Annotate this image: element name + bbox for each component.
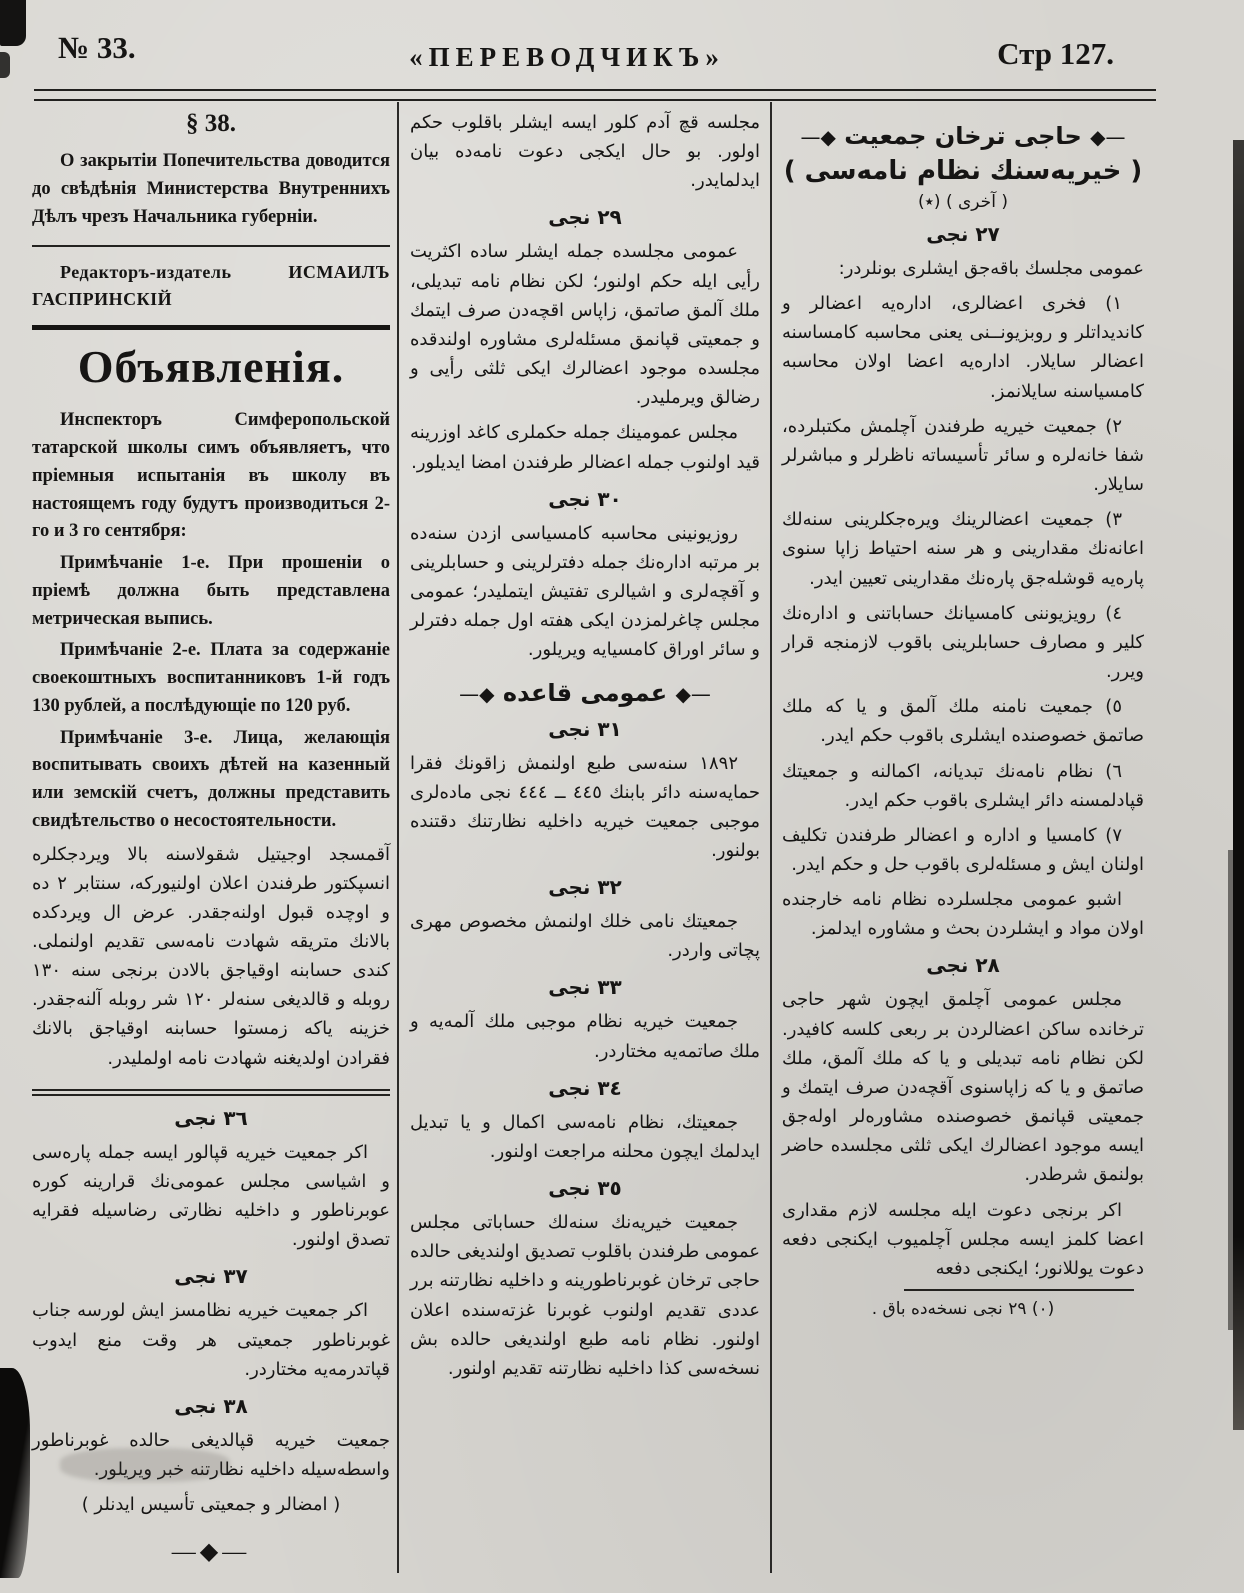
article-32-heading: ٣٢ نجى: [548, 875, 622, 900]
announcement-note-3: Примѣчаніе 3-е. Лица, желающія воспитывать своихъ дѣтей на казенный или земскій счетъ, должны представить свидѣтельство о несостоятельности.: [32, 727, 390, 831]
article-27-item: ٣) جمعيت اعضالرينك ويره‌جكلرينى سنه‌لك اعانه‌نك مقدارينى و هر سنه احتياط زاپا سنوى پاره‌يه قوشله‌جق پاره‌نك مقدارينى تعيين ايدر.: [782, 509, 1144, 589]
article-35-paragraph: جمعيت خيريه‌نك سنه‌لك حساباتى مجلس عمومى طرفندن باقلوب تصديق اولنديغى حالده حاجى ترخان غوبرناطورينه و داخليه نظارتنه برر عددى تقديم اولنوب غوبرنا غزته‌سنده اعلان اولنور. نظام نامه طبع اولنديغى حالده بش نسخه‌سى كذا داخليه نظارتنه تقديم اولنور.: [410, 1212, 760, 1379]
general-rules-heading-text: عمومى قاعده: [502, 678, 668, 707]
article-34-paragraph: جمعيتك، نظام نامه‌سى اكمال و يا تبديل ايدلمك ايچون محلنه مراجعت اولنور.: [410, 1111, 760, 1162]
article-30-heading: ٣٠ نجى: [548, 486, 622, 511]
left-column: [32, 108, 390, 1566]
article-37-paragraph: اكر جمعيت خيريه نظامسز ايش لورسه جناب غوبرناطور جمعيتى هر وقت منع ايدوب قپاتدرمه‌يه مختاردر.: [32, 1300, 390, 1380]
flourish-right-icon: ◆—: [459, 681, 495, 706]
article-29-heading: ٢٩ نجى: [548, 205, 622, 230]
masthead-title: «ПЕРЕВОДЧИКЪ»: [409, 42, 725, 72]
article-30-paragraph: روزيونينى محاسبه كامسياسى ازدن سنه‌ده بر مرتبه اداره‌نك جمله دفترلرينى و حسابلرينى و آقچه‌لرى و اشيالرى تفتيش ايتمليدر؛ عمومى مجلس چاغرلمزدن ايكى هفته اول جمله دفترلر و سائر اوراق كامسيايه ويريلور.: [410, 522, 760, 661]
article-27-item: ٢) جمعيت خيريه طرفندن آچلمش مكتبلرده، شفا خانه‌لره و سائر تأسيساته ناظرلر و مباشرلر سايلار.: [782, 415, 1144, 496]
charter-subnote: ( آخرى ) (٭): [918, 192, 1008, 212]
announcement-note-1: Примѣчаніе 1-е. При прошеніи о пріемѣ должна быть представлена метрическая выпись.: [32, 553, 390, 629]
column-divider-left: [397, 102, 399, 1573]
article-29-paragraph-2: مجلس عمومينك جمله حكملرى كاغد اوزرينه قيد اولنوب جمله اعضالر طرفندن امضا ايديلور.: [410, 422, 760, 473]
article-27-item: ٤) رويزيوننى كامسيانك حساباتنى و اداره‌نك كلير و مصارف حسابلرينى باقوب لازمنجه قرار ويرر.: [782, 602, 1144, 683]
rule-below-editor: [32, 325, 390, 330]
announcement-note-2: Примѣчаніе 2-е. Плата за содержаніе своекоштныхъ воспитанниковъ 1-й годъ 130 рублей, а послѣдующіе по 120 руб.: [32, 640, 390, 716]
article-27-closing-paragraph: اشبو عمومى مجلسلرده نظام نامه خارجنده اولان مواد و ايشلردن بحث و مشاوره ايدلمز.: [782, 889, 1144, 940]
announcements-heading: Объявленія.: [77, 341, 345, 393]
end-divider-ornament: —◆—: [171, 1539, 251, 1566]
article-27-intro: عمومى مجلسك باقه‌جق ايشلرى بونلردر:: [838, 258, 1144, 279]
article-32-paragraph: جمعيتك نامى خلك اولنمش مخصوص مهرى پچاتى واردر.: [410, 911, 760, 962]
society-title-heading: [782, 122, 1144, 150]
double-rule-left-column: [32, 1089, 390, 1096]
founders-signature-line: ( امضالر و جمعيتى تأسيس ايدنلر ): [81, 1494, 341, 1516]
article-36-paragraph: اكر جمعيت خيريه قپالور ايسه جمله پاره‌سى و اشياسى مجلس عمومى‌نك قرارينه كوره عوبرناطور و داخليه نظارتى رضاسيله فقرايه تصدق اولنور.: [32, 1141, 390, 1251]
article-28-paragraph-2: اكر برنجى دعوت ايله مجلسه لازم مقدارى اعضا كلمز ايسه مجلس آچلميوب ايكنجى دفعه دعوت يوللانور؛ ايكنجى دفعه: [782, 1199, 1144, 1279]
scan-artifact-right-edge: [1233, 140, 1244, 1430]
header-rule-bottom: [34, 99, 1156, 101]
footnote-rule: [904, 1289, 1134, 1291]
article-33-heading: ٣٣ نجى: [548, 975, 622, 1000]
article-34-heading: ٣٤ نجى: [548, 1075, 622, 1100]
editor-publisher-line: Редакторъ-издатель ИСМАИЛЪ ГАСПРИНСКІЙ: [32, 262, 390, 310]
scan-artifact-top-left: [0, 0, 26, 46]
scan-artifact-right-edge-inner: [1228, 850, 1233, 1330]
article-33-paragraph: جمعيت خيريه نظام موجبى ملك آلمه‌يه و ملك صاتمه‌يه مختاردر.: [410, 1011, 760, 1062]
announcement-arabic-paragraph: آقمسجد اوجيتيل شقولاسنه بالا ويردجكلره انسپكتور طرفندن اعلان اولنيوركه، سنتابر ٢ ده و اوچده قبول اولنه‌جقدر. عرض ال ويردكده بالانك متريقه شهادت نامه‌سى تقديم اولنملى. كندى حسابنه اوقياجق بالادن برنجى سنه ١٣٠ روبله و قالديغى سنه‌لر ١٢٠ شر روبله آلنه‌جقدر. خزينه ياكه زمستوا حسابنه اوقياجق بالانك فقرادن اولديغنه شهادت نامه اولمليدر.: [32, 843, 390, 1069]
article-27-heading: ٢٧ نجى: [926, 222, 1000, 246]
article-27-item: ٥) جمعيت نامنه ملك آلمق و يا كه ملك صاتمق خصوصنده ايشلرى باقوب حكم ايدر.: [782, 696, 1144, 747]
column-divider-right: [770, 102, 772, 1573]
flourish-left-icon: —◆: [675, 681, 711, 706]
section-38-heading: § 38.: [186, 110, 236, 137]
article-28-paragraph-1: مجلس عمومى آچلمق ايچون شهر حاجى ترخانده ساكن اعضالردن بر ربعى كلسه كافيدر. لكن نظام نامه تبديلى و يا كه ملك آلمق، ملك صاتمق و يا كه زاپاسنوى آقچه‌دن صرف ايتمك و جمعيتى قپانمق خصوصنده مشاوره‌لر اوله‌جق ايسه موجود اعضالرك ايكى ثلثى مجلسده حاضر بولنمق شرطدر.: [782, 989, 1144, 1186]
article-37-heading: ٣٧ نجى: [174, 1264, 248, 1289]
page-number: Стр 127.: [997, 36, 1114, 71]
issue-number: № 33.: [58, 30, 136, 65]
middle-column: [410, 108, 760, 1389]
section-38-paragraph: О закрытіи Попечительства доводится до свѣдѣнія Министерства Внутреннихъ Дѣлъ чрезъ Начальника губерніи.: [32, 151, 390, 227]
header-rule-top: [34, 89, 1156, 91]
article-31-paragraph: ١٨٩٢ سنه‌سى طبع اولنمش زاقونك فقرا حمايه‌سنه دائر بابنك ٤٤٥ ــ ٤٤٤ نجى ماده‌لرى موجبى جمعيت خيريه داخليه نظارتنك دقتنده بولنور.: [410, 752, 760, 861]
rule-above-editor: [32, 245, 390, 247]
article-28-heading: ٢٨ نجى: [926, 953, 1000, 978]
article-36-heading: ٣٦ نجى: [174, 1105, 248, 1130]
article-27-item: ٦) نظام نامه‌نك تبديانه، اكمالنه و جمعيتك قپادلمسنه دائر ايشلرى باقوب حكم ايدر.: [782, 760, 1144, 811]
scan-artifact-left-edge: [0, 52, 10, 78]
announcement-paragraph: Инспекторъ Симферопольской татарской школы симъ объявляетъ, что пріемныя испытанія въ школу въ настоящемъ году будутъ производиться 2-го и 3 го сентября:: [32, 410, 390, 542]
show-through-smudge: [60, 1448, 230, 1482]
general-rules-heading: [410, 679, 760, 707]
scan-artifact-bottom-left: [0, 1368, 30, 1578]
article-35-heading: ٣٥ نجى: [548, 1176, 622, 1201]
article-38-heading: ٣٨ نجى: [174, 1393, 248, 1418]
article-29-paragraph-1: عمومى مجلسده جمله ايشلر ساده اكثريت رأيى ايله حكم اولنور؛ لكن نظام نامه تبديلى، ملك آلمق صاتمق، زاپاس اقچه‌دن صرف ايتمك و جمعيتى قپانمق مسئله‌لرى مشاوره اولندقده مجلسده موجود اعضالرك ايكى ثلثى رأيى و رضالق ويرمليدر.: [410, 241, 760, 409]
continuation-paragraph: مجلسه قچ آدم كلور ايسه ايشلر باقلوب حكم اولور. بو حال ايكجى دعوت نامه‌ده بيان ايدلمايدر.: [410, 112, 760, 192]
article-27-item: ٧) كامسيا و اداره و اعضالر طرفندن تكليف اولنان ايش و مسئله‌لرى باقوب حل و حكم ايدر.: [782, 824, 1144, 875]
right-column: [782, 108, 1144, 1319]
article-27-item: ١) فخرى اعضالرى، اداره‌يه اعضالر و كانديداتلر و روبزيونــنى يعنى محاسبه كامساسنه اعضالر سايلار. اداره‌يه اعضا اولان محاسبه كامسياسنه سايلانمز.: [782, 293, 1144, 402]
article-31-heading: ٣١ نجى: [548, 716, 622, 741]
flourish-right-icon: ◆—: [800, 125, 836, 149]
article-38-paragraph: جمعيت خيريه قپالديغى حالده غوبرناطور واسطه‌سيله داخليه نظارتنه خبر ويريلور.: [32, 1429, 390, 1480]
footnote-text: (٠) ٢٩ نجى نسخه‌ده باق .: [871, 1299, 1055, 1319]
charter-subtitle: ( خيريه‌سنك نظام نامه‌سى ): [783, 156, 1143, 186]
flourish-left-icon: —◆: [1090, 125, 1126, 149]
society-title-text: حاجى ترخان جمعيت: [844, 122, 1082, 150]
